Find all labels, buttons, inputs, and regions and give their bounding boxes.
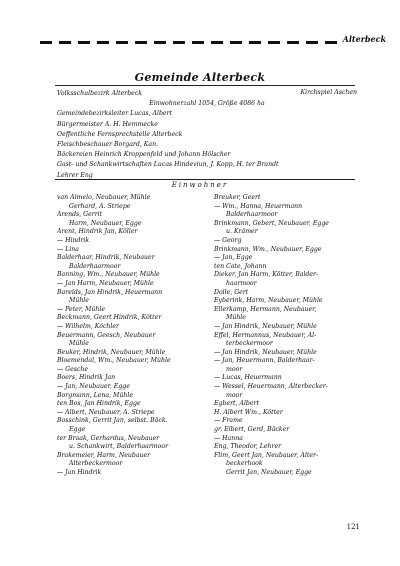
resident-entry: — Jan Hindrik, Neubauer, Mühle (214, 348, 317, 356)
page-number: 121 (346, 523, 360, 531)
resident-entry: Beuermann, Geesch, Neubauer (57, 331, 156, 339)
resident-entry: Brinkmann, Wm., Neubauer, Egge (214, 245, 322, 253)
resident-entry: Borgmann, Lena, Mühle (57, 391, 133, 399)
resident-entry: — Jan Hindrik (57, 469, 102, 476)
resident-entry: Boers, Hindrik Jan (57, 374, 116, 382)
resident-entry: Beckmann, Geert Hindrik, Kötter (57, 314, 162, 322)
info-line: Einwohnerzahl 1054, Größe 4086 ha (149, 100, 265, 108)
section-title: Einwohner (171, 181, 229, 189)
resident-entry: H. Albert Wm., Kötter (214, 408, 283, 416)
info-line: Gast- und Schankwirtschaften Lucas Hindeviun, J. Kopp, H. ter Brandt (57, 161, 279, 169)
resident-entry: Dieker, Jan Harm, Kötter, Balder- (214, 271, 319, 279)
running-head: Alterbeck (342, 34, 386, 44)
resident-entry: Gerrit Jan, Neubauer, Egge (226, 469, 312, 476)
resident-entry: — Lucas, Heuermann (214, 374, 282, 382)
resident-entry: — Hindrik (57, 236, 90, 244)
resident-entry: Barelds, Jan Hindrik, Heuermann (57, 288, 163, 296)
resident-entry: — Wessel, Heuermann, Alterbecker- (214, 383, 328, 391)
resident-entry: terbeckermoor (226, 340, 273, 348)
resident-entry: Balderhaar, Hindrik, Neubauer (57, 254, 155, 262)
resident-entry: Harm, Neubauer, Egge (69, 219, 142, 227)
resident-entry: Eyberink, Harm, Neubauer, Mühle (214, 297, 323, 305)
resident-entry: — Peter, Mühle (57, 305, 106, 313)
resident-entry: — Jan Harm, Neubauer, Mühle (57, 279, 154, 287)
resident-entry: Dolle, Gert (214, 288, 249, 296)
resident-entry: Arent, Hindrik Jan, Köller (57, 228, 138, 236)
info-line: Lehrer Eng (57, 171, 93, 179)
info-line: Bäckereien Heinrich Kroppenfeld und Johann Hölscher (57, 151, 231, 159)
resident-entry: moor (226, 391, 243, 399)
resident-entry: Flim, Geert Jan, Neubauer, Alter- (214, 451, 319, 459)
resident-entry: Mühle (69, 297, 89, 305)
resident-entry: Bloemendal, Wm., Neubauer, Mühle (57, 357, 171, 365)
resident-entry: — Jan, Heuermann, Balderhaar- (214, 357, 315, 365)
header-dash-rule (40, 41, 340, 44)
resident-entry: — Jan, Neubauer, Egge (57, 383, 130, 391)
resident-entry: Egge (69, 426, 86, 434)
resident-entry: — Lina (57, 245, 79, 253)
resident-entry: ten Cate, Johann (214, 262, 267, 270)
resident-entry: Eng, Theodor, Lehrer (214, 443, 282, 451)
resident-entry: gr. Elbert, Gerd, Bäcker (214, 426, 290, 434)
info-line: Volksschulbezirk Alterbeck (57, 90, 143, 97)
resident-entry: haarmoor (226, 279, 257, 287)
resident-entry: ten Bos, Jan Hindrik, Egge (57, 400, 141, 408)
title-rule (55, 85, 355, 86)
kirchspiel-label: Kirchspiel Aschen (300, 89, 357, 96)
resident-entry: Alterbeckermoor (69, 460, 123, 468)
info-line: Fleischbeschauer Borgard, Kan. (57, 140, 159, 148)
resident-entry: Egbert, Albert (214, 400, 259, 408)
resident-entry: Banning, Wm., Neubauer, Mühle (57, 271, 160, 279)
resident-entry: van Almelo, Neubauer, Mühle (57, 194, 151, 201)
resident-entry: — Gesche (57, 365, 89, 373)
resident-entry: — Frame (214, 417, 243, 425)
resident-entry: Ellerkamp, Hermann, Neubauer, (214, 305, 317, 313)
resident-entry: Effel, Hermannus, Neubauer, Al- (214, 331, 317, 339)
resident-entry: Beuker, Hindrik, Neubauer, Mühle (57, 348, 166, 356)
resident-entry: Balderhaarmoor (69, 262, 121, 270)
resident-entry: u. Krämer (226, 228, 258, 236)
resident-entry: Brinkmann, Gebert, Neubauer, Egge (214, 219, 329, 227)
resident-entry: Gerhard, A. Striepe (69, 202, 131, 210)
resident-entry: — Albert, Neubauer, A. Striepe (57, 408, 155, 416)
resident-entry: Breuker, Geert (214, 194, 261, 201)
resident-entry: — Wm., Hanna, Heuermann (214, 202, 303, 210)
resident-entry: — Georg (214, 236, 242, 244)
resident-entry: — Jan Hindrik, Neubauer, Mühle (214, 322, 317, 330)
municipality-info (57, 89, 357, 181)
info-line: Bürgermeister A. H. Hemmecke (57, 120, 158, 128)
resident-entry: Balderhaarmoor (226, 211, 278, 219)
residents-column-left (57, 194, 207, 478)
page-title: Gemeinde Alterbeck (134, 71, 266, 84)
resident-entry: — Jan, Egge (214, 254, 253, 262)
residents-column-right (214, 194, 364, 478)
resident-entry: Brakemeier, Harm, Neubauer (57, 451, 151, 459)
info-line: Oeffentliche Fernsprechstelle Alterbeck (57, 130, 183, 138)
resident-entry: beckerhook (226, 460, 263, 468)
section-rule (55, 179, 355, 180)
resident-entry: — Wilhelm, Köchler (57, 322, 120, 330)
resident-entry: — Hanna (214, 434, 243, 442)
resident-entry: moor (226, 365, 243, 373)
info-line: Gemeindebezirksleiter Lucas, Albert (57, 110, 173, 118)
resident-entry: Mühle (226, 314, 246, 322)
resident-entry: ter Braak, Gerhardus, Neubauer (57, 434, 160, 442)
resident-entry: Mühle (69, 340, 89, 348)
resident-entry: Arends, Gerrit (57, 211, 103, 219)
resident-entry: Bosschink, Gerrit Jan, selbst. Bäck. (57, 417, 168, 425)
resident-entry: u. Schankwirt, Balderhaarmoor (69, 443, 169, 451)
